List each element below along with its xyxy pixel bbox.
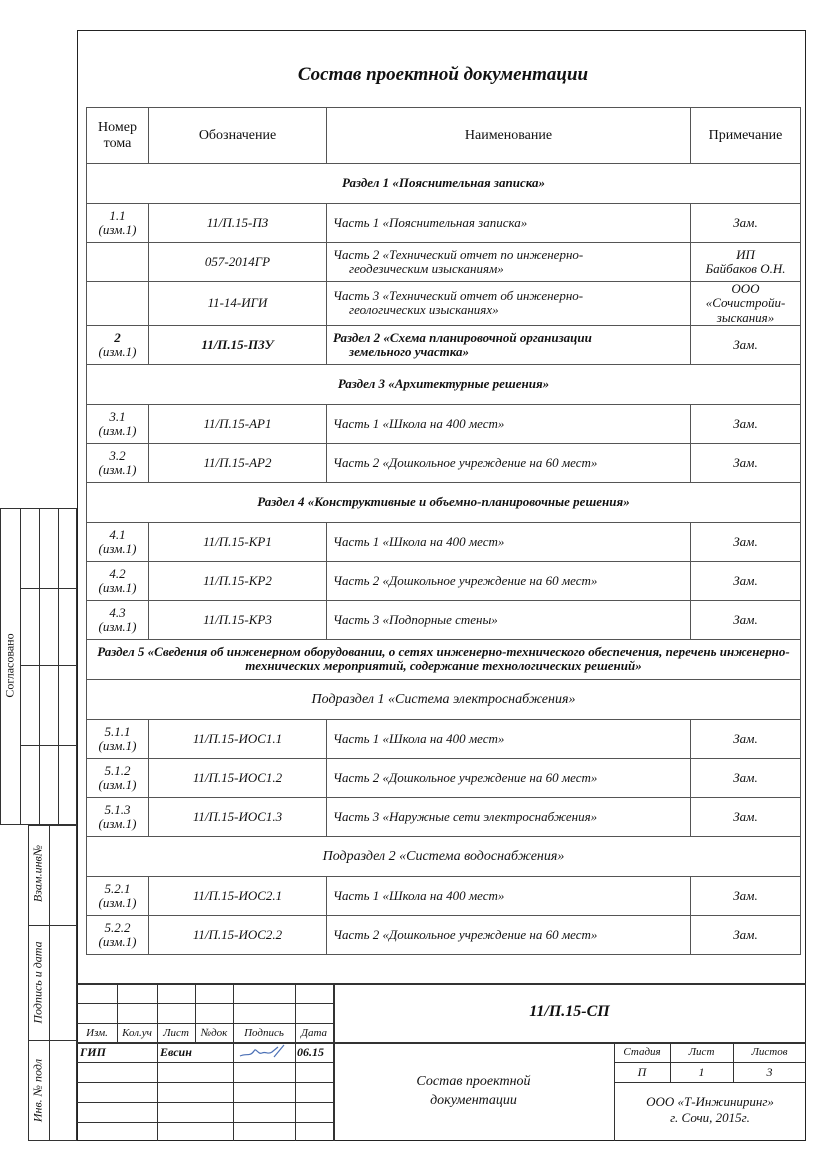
section-title: Подраздел 2 «Система водоснабжения» xyxy=(87,836,801,876)
designation: 11/П.15-ПЗУ xyxy=(149,325,327,364)
name-line2: земельного участка» xyxy=(349,343,469,359)
document-name xyxy=(327,600,691,639)
note-line2: зыскания» xyxy=(716,309,775,325)
designation: 11/П.15-ИОС1.2 xyxy=(149,758,327,797)
volume-revision: (изм.1) xyxy=(98,933,137,949)
volume-revision: (изм.1) xyxy=(98,222,137,237)
volume-num: 1.1 xyxy=(109,207,126,223)
volume-number xyxy=(87,325,149,364)
sheets-value: 3 xyxy=(766,1065,773,1079)
inv-replace-label: Взам.инв№ xyxy=(30,844,45,903)
note-line1: Зам. xyxy=(733,808,758,824)
header-note: Примечание xyxy=(691,108,801,164)
section-row xyxy=(87,364,801,404)
document-name xyxy=(327,797,691,836)
note-line1: Зам. xyxy=(733,415,758,431)
volume-revision: (изм.1) xyxy=(98,737,137,753)
volume-number xyxy=(87,204,149,243)
col-koluch: Кол.уч xyxy=(122,1027,152,1039)
table-header xyxy=(87,108,801,164)
section-title: Раздел 4 «Конструктивные и объемно-планировочные решения» xyxy=(87,482,801,522)
header-name: Наименование xyxy=(327,108,691,164)
volume-num: 4.1 xyxy=(109,526,126,542)
volume-number xyxy=(87,915,149,954)
volume-revision: (изм.1) xyxy=(98,461,137,477)
note xyxy=(691,758,801,797)
name-line1: Часть 2 «Дошкольное учреждение на 60 мест» xyxy=(333,769,598,785)
note xyxy=(691,600,801,639)
agreed-label: Согласовано xyxy=(2,633,17,698)
designation: 11/П.15-ПЗ xyxy=(149,204,327,243)
col-signature: Подпись xyxy=(244,1027,284,1039)
subsection-row xyxy=(87,679,801,719)
volume-number xyxy=(87,561,149,600)
stage-label: Стадия xyxy=(623,1046,661,1058)
document-name xyxy=(327,404,691,443)
table-row xyxy=(87,443,801,482)
note xyxy=(691,876,801,915)
designation: 11/П.15-КР1 xyxy=(149,522,327,561)
note-line1: Зам. xyxy=(733,572,758,588)
note-line1: ИП xyxy=(736,246,755,262)
name-line1: Часть 2 «Дошкольное учреждение на 60 мест» xyxy=(333,572,598,588)
org-city-year: г. Сочи, 2015г. xyxy=(670,1110,750,1125)
table-row xyxy=(87,719,801,758)
document-name xyxy=(327,522,691,561)
volume-revision: (изм.1) xyxy=(98,422,137,438)
name-line1: Часть 2 «Дошкольное учреждение на 60 мест» xyxy=(333,454,598,470)
name-line1: Раздел 2 «Схема планировочной организации xyxy=(333,329,592,345)
document-name xyxy=(327,719,691,758)
table-row xyxy=(87,325,801,364)
document-name xyxy=(327,876,691,915)
section-title: Подраздел 1 «Система электроснабжения» xyxy=(87,679,801,719)
table-row xyxy=(87,243,801,282)
note-line1: Зам. xyxy=(733,926,758,942)
designation: 11-14-ИГИ xyxy=(149,282,327,326)
volume-num: 5.1.3 xyxy=(104,801,131,817)
document-name xyxy=(327,561,691,600)
col-izm: Изм. xyxy=(86,1027,108,1039)
volume-num: 2 xyxy=(114,329,121,345)
volume-number xyxy=(87,282,149,326)
volume-number xyxy=(87,443,149,482)
section-row xyxy=(87,164,801,204)
note-line1: Зам. xyxy=(733,214,758,230)
table-row xyxy=(87,204,801,243)
note-line1: Зам. xyxy=(733,730,758,746)
volume-revision: (изм.1) xyxy=(98,540,137,556)
col-list: Лист xyxy=(163,1027,189,1039)
note-line1: Зам. xyxy=(733,611,758,627)
designation: 11/П.15-ИОС2.2 xyxy=(149,915,327,954)
designation: 11/П.15-ИОС1.3 xyxy=(149,797,327,836)
volume-num: 5.2.2 xyxy=(104,919,131,935)
volume-number xyxy=(87,243,149,282)
volume-number xyxy=(87,404,149,443)
note-line1: Зам. xyxy=(733,454,758,470)
document-name xyxy=(327,758,691,797)
volume-number xyxy=(87,876,149,915)
volume-revision: (изм.1) xyxy=(98,815,137,831)
document-name xyxy=(327,443,691,482)
note-line2: Байбаков О.Н. xyxy=(705,261,786,276)
name-line1: Часть 1 «Школа на 400 мест» xyxy=(333,887,505,903)
designation: 11/П.15-АР2 xyxy=(149,443,327,482)
volume-num: 5.2.1 xyxy=(104,880,131,896)
name-line1: Часть 1 «Школа на 400 мест» xyxy=(333,533,505,549)
document-name xyxy=(327,243,691,282)
name-line1: Часть 3 «Подпорные стены» xyxy=(333,611,498,627)
inv-orig-label: Инв. № подл xyxy=(30,1058,45,1123)
volume-revision: (изм.1) xyxy=(98,618,137,634)
volume-number xyxy=(87,797,149,836)
table-row xyxy=(87,600,801,639)
date: 06.15 xyxy=(297,1045,324,1059)
note-line1: ООО «Сочистройи- xyxy=(705,281,786,311)
doc-title-line2: документации xyxy=(430,1093,517,1108)
volume-num: 5.1.1 xyxy=(104,723,131,739)
designation: 11/П.15-КР2 xyxy=(149,561,327,600)
org-name: ООО «Т-Инжиниринг» xyxy=(646,1094,774,1109)
document-code: 11/П.15-СП xyxy=(529,1003,610,1020)
name-line1: Часть 1 «Школа на 400 мест» xyxy=(333,730,505,746)
name-line1: Часть 1 «Пояснительная записка» xyxy=(333,214,528,230)
note xyxy=(691,282,801,326)
note xyxy=(691,325,801,364)
volume-num: 4.3 xyxy=(109,604,126,620)
volume-revision: (изм.1) xyxy=(98,894,137,910)
note xyxy=(691,797,801,836)
volume-num: 3.1 xyxy=(109,408,126,424)
volume-revision: (изм.1) xyxy=(98,776,137,792)
volume-number xyxy=(87,600,149,639)
table-row xyxy=(87,876,801,915)
table-row xyxy=(87,561,801,600)
note xyxy=(691,522,801,561)
name-line1: Часть 2 «Дошкольное учреждение на 60 мест» xyxy=(333,926,598,942)
name-line1: Часть 3 «Технический отчет об инженерно- xyxy=(333,288,584,304)
col-ndoc: №док xyxy=(200,1027,228,1039)
note xyxy=(691,915,801,954)
section-title: Раздел 5 «Сведения об инженерном оборудовании, о сетях инженерно-технического обеспечения, перечень инженерно-технических мероприятий, содержание технологических решений» xyxy=(87,639,801,679)
section-title: Раздел 3 «Архитектурные решения» xyxy=(87,364,801,404)
designation: 11/П.15-ИОС1.1 xyxy=(149,719,327,758)
name-line1: Часть 2 «Технический отчет по инженерно- xyxy=(333,246,584,262)
table-row xyxy=(87,404,801,443)
name-line1: Часть 1 «Школа на 400 мест» xyxy=(333,415,505,431)
subsection-row xyxy=(87,836,801,876)
table-row xyxy=(87,758,801,797)
note xyxy=(691,204,801,243)
document-name xyxy=(327,915,691,954)
note-line1: Зам. xyxy=(733,336,758,352)
name-line2: геодезическим изысканиям» xyxy=(349,261,504,276)
note-line1: Зам. xyxy=(733,887,758,903)
sheet-label: Лист xyxy=(688,1046,715,1058)
table-row xyxy=(87,915,801,954)
document-name xyxy=(327,204,691,243)
designation: 11/П.15-АР1 xyxy=(149,404,327,443)
table-row xyxy=(87,797,801,836)
person: Евсин xyxy=(160,1045,192,1059)
designation: 11/П.15-ИОС2.1 xyxy=(149,876,327,915)
volume-num: 5.1.2 xyxy=(104,762,131,778)
note xyxy=(691,719,801,758)
volume-number xyxy=(87,522,149,561)
sheet-value: 1 xyxy=(698,1065,705,1079)
volume-revision: (изм.1) xyxy=(98,579,137,595)
volume-num: 4.2 xyxy=(109,565,126,581)
note xyxy=(691,243,801,282)
role: ГИП xyxy=(80,1045,106,1059)
section-title: Раздел 1 «Пояснительная записка» xyxy=(87,164,801,204)
note xyxy=(691,443,801,482)
note-line1: Зам. xyxy=(733,769,758,785)
documents-table xyxy=(86,107,801,955)
note xyxy=(691,561,801,600)
table-row xyxy=(87,522,801,561)
section-row xyxy=(87,639,801,679)
designation: 057-2014ГР xyxy=(149,243,327,282)
col-date: Дата xyxy=(300,1027,328,1039)
page-title: Состав проектной документации xyxy=(297,64,589,85)
volume-revision: (изм.1) xyxy=(98,343,137,359)
name-line1: Часть 3 «Наружные сети электроснабжения» xyxy=(333,808,598,824)
signature-image xyxy=(238,1043,290,1061)
designation: 11/П.15-КР3 xyxy=(149,600,327,639)
document-name xyxy=(327,325,691,364)
section-row xyxy=(87,482,801,522)
volume-number xyxy=(87,758,149,797)
table-row xyxy=(87,282,801,326)
volume-number xyxy=(87,719,149,758)
volume-num: 3.2 xyxy=(109,447,126,463)
note-line1: Зам. xyxy=(733,533,758,549)
name-line2: геологических изысканиях» xyxy=(349,302,499,318)
header-designation: Обозначение xyxy=(149,108,327,164)
sign-date-label: Подпись и дата xyxy=(30,941,45,1024)
doc-title-line1: Состав проектной xyxy=(416,1074,531,1089)
header-volume: Номер тома xyxy=(87,108,149,164)
sheets-label: Листов xyxy=(751,1046,788,1058)
document-name xyxy=(327,282,691,326)
note xyxy=(691,404,801,443)
stage-value: П xyxy=(637,1065,647,1079)
